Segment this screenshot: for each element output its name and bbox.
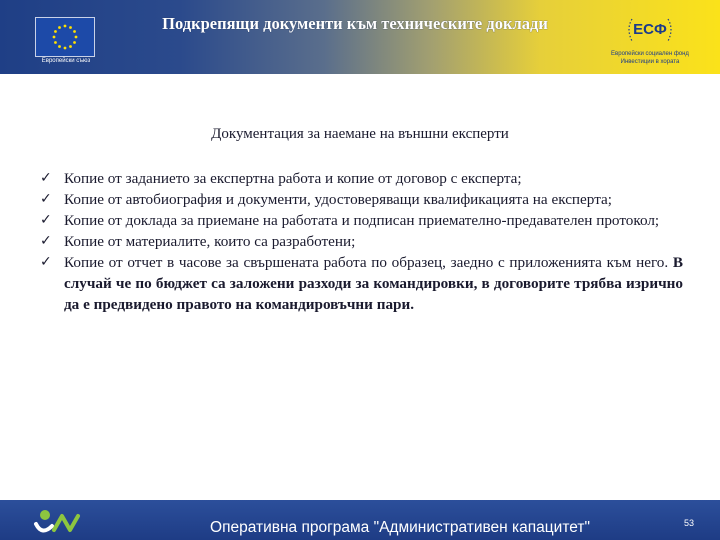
checkmark-icon: ✓: [40, 212, 52, 228]
list-item: [40, 168, 683, 189]
checkmark-icon: ✓: [40, 170, 52, 186]
eu-flag-icon: [35, 17, 95, 57]
esf-logo-text: ЕСФ: [633, 21, 667, 38]
eu-star: [64, 25, 67, 28]
program-name: Оперативна програма "Административен капацитет": [210, 519, 590, 536]
list-item-text: Копие от автобиография и документи, удостоверяващи квалификацията на експерта;: [64, 191, 612, 208]
eu-star: [54, 41, 57, 44]
eu-star: [73, 30, 76, 33]
eu-star: [69, 26, 72, 29]
list-item-bold-text: В случай че по бюджет са заложени разходи за командировки, в договорите трябва изрично да е предвидено правото на командировъчни пари.: [64, 254, 683, 313]
eu-star: [54, 30, 57, 33]
list-item-text: Копие от доклада за приемане на работата и подписан приемателно-предавателен протокол;: [64, 212, 660, 229]
document-title: Документация за наемане на външни експерти: [211, 126, 509, 142]
checkmark-icon: ✓: [40, 191, 52, 207]
page-title: Подкрепящи документи към техническите доклади: [162, 14, 548, 33]
list-item: [40, 189, 683, 210]
page-number: 53: [684, 518, 695, 528]
list-item-text: Копие от заданието за експертна работа и копие от договор с експерта;: [64, 170, 522, 187]
checkmark-icon: ✓: [40, 233, 52, 249]
eu-star: [69, 45, 72, 48]
esf-caption-line1: Европейски социален фонд: [611, 51, 689, 57]
list-item: [40, 252, 683, 315]
eu-star: [73, 41, 76, 44]
esf-caption: [600, 50, 700, 66]
eu-star: [64, 47, 67, 50]
list-item: [40, 231, 683, 252]
eu-star: [58, 45, 61, 48]
document-checklist: [40, 168, 683, 315]
list-item: [40, 210, 683, 231]
esf-logo-icon: [624, 14, 680, 44]
checkmark-icon: ✓: [40, 254, 52, 270]
eu-star: [53, 36, 56, 39]
eu-label: Европейски съюз: [41, 58, 91, 64]
list-item-text: Копие от отчет в часове за свършената работа по образец, заедно с приложенията към него.: [64, 254, 669, 271]
esf-caption-line2: Инвестиции в хората: [620, 59, 680, 65]
eu-star: [75, 36, 78, 39]
list-item-text: Копие от материалите, които са разработени;: [64, 233, 356, 250]
eu-star: [58, 26, 61, 29]
program-logo-icon: [32, 502, 82, 540]
